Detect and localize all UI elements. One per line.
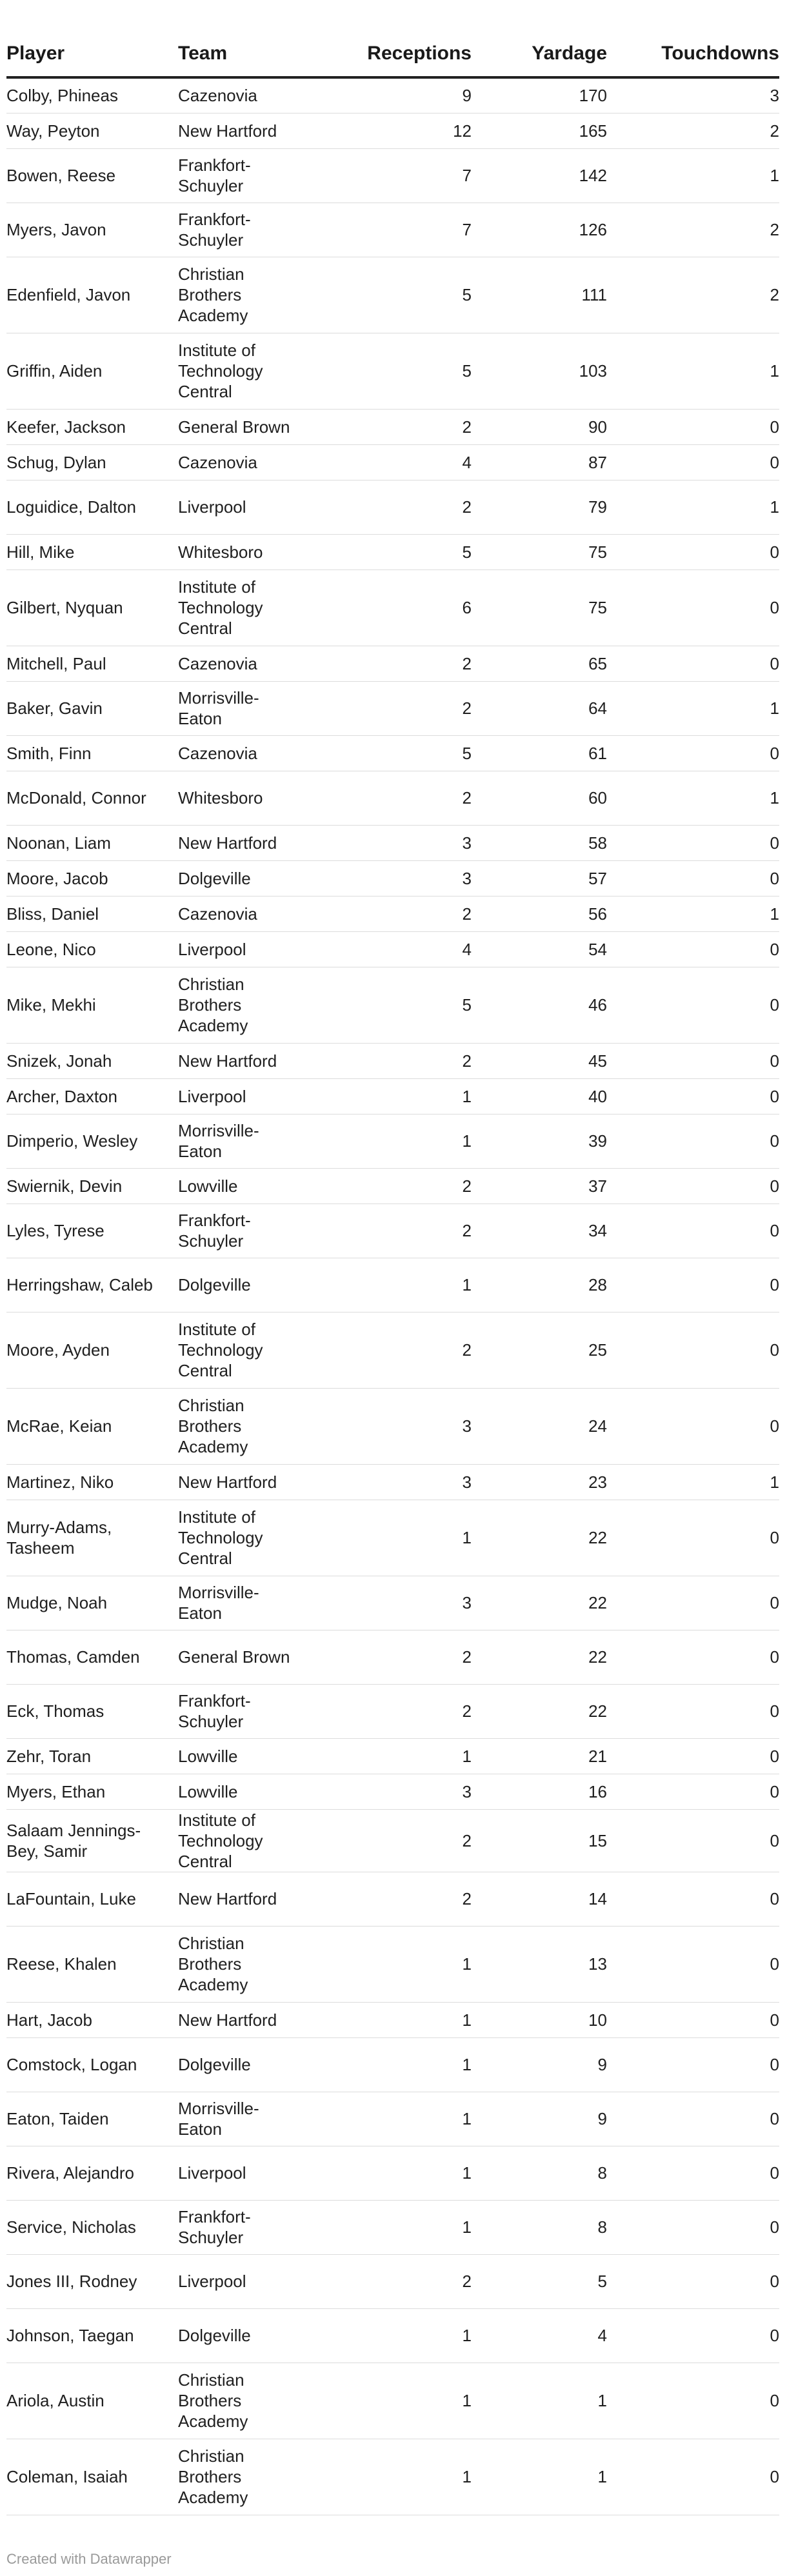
cell-player: Way, Peyton <box>6 113 178 148</box>
cell-touchdowns: 0 <box>607 1204 779 1258</box>
cell-yardage: 16 <box>472 1774 607 1809</box>
cell-touchdowns: 0 <box>607 444 779 480</box>
cell-team: New Hartford <box>178 113 311 148</box>
cell-touchdowns: 1 <box>607 1464 779 1500</box>
cell-team: Christian Brothers Academy <box>178 1388 311 1464</box>
table-row <box>6 77 779 113</box>
table-row <box>6 2037 779 2092</box>
cell-yardage: 165 <box>472 113 607 148</box>
cell-receptions: 4 <box>311 444 472 480</box>
table-row <box>6 735 779 771</box>
cell-touchdowns: 0 <box>607 646 779 681</box>
cell-touchdowns: 0 <box>607 2254 779 2308</box>
cell-touchdowns: 0 <box>607 1576 779 1630</box>
cell-receptions: 5 <box>311 967 472 1043</box>
cell-receptions: 3 <box>311 860 472 896</box>
table-row <box>6 480 779 534</box>
cell-receptions: 3 <box>311 1464 472 1500</box>
cell-team: Institute of Technology Central <box>178 1500 311 1576</box>
cell-team: Lowville <box>178 1738 311 1774</box>
cell-yardage: 8 <box>472 2146 607 2200</box>
cell-receptions: 1 <box>311 2092 472 2146</box>
cell-team: Whitesboro <box>178 771 311 825</box>
cell-touchdowns: 0 <box>607 1388 779 1464</box>
cell-team: New Hartford <box>178 2002 311 2037</box>
cell-receptions: 9 <box>311 77 472 113</box>
cell-player: Bliss, Daniel <box>6 896 178 931</box>
cell-yardage: 28 <box>472 1258 607 1312</box>
cell-player: Mitchell, Paul <box>6 646 178 681</box>
table-row <box>6 1872 779 1926</box>
cell-yardage: 25 <box>472 1312 607 1388</box>
cell-player: Swiernik, Devin <box>6 1168 178 1204</box>
cell-receptions: 7 <box>311 203 472 257</box>
cell-touchdowns: 0 <box>607 1043 779 1078</box>
cell-yardage: 10 <box>472 2002 607 2037</box>
cell-receptions: 2 <box>311 1043 472 1078</box>
cell-receptions: 2 <box>311 646 472 681</box>
table-row <box>6 257 779 333</box>
cell-receptions: 1 <box>311 1258 472 1312</box>
cell-yardage: 79 <box>472 480 607 534</box>
cell-yardage: 57 <box>472 860 607 896</box>
table-row <box>6 860 779 896</box>
cell-player: Baker, Gavin <box>6 681 178 735</box>
cell-team: Institute of Technology Central <box>178 333 311 409</box>
cell-receptions: 5 <box>311 257 472 333</box>
datawrapper-credit[interactable]: Created with Datawrapper <box>6 2551 172 2567</box>
cell-touchdowns: 0 <box>607 1258 779 1312</box>
table-body <box>6 77 779 2515</box>
table-row <box>6 2439 779 2515</box>
cell-player: Coleman, Isaiah <box>6 2439 178 2515</box>
cell-receptions: 1 <box>311 2308 472 2363</box>
cell-touchdowns: 2 <box>607 257 779 333</box>
cell-receptions: 3 <box>311 1576 472 1630</box>
cell-touchdowns: 1 <box>607 896 779 931</box>
cell-touchdowns: 0 <box>607 931 779 967</box>
cell-yardage: 75 <box>472 570 607 646</box>
cell-player: Gilbert, Nyquan <box>6 570 178 646</box>
table-row <box>6 2200 779 2254</box>
cell-yardage: 22 <box>472 1630 607 1684</box>
cell-touchdowns: 0 <box>607 1926 779 2002</box>
cell-team: Dolgeville <box>178 2037 311 2092</box>
cell-receptions: 2 <box>311 1630 472 1684</box>
cell-touchdowns: 0 <box>607 825 779 860</box>
cell-player: Hill, Mike <box>6 534 178 570</box>
cell-receptions: 3 <box>311 1388 472 1464</box>
cell-touchdowns: 0 <box>607 2439 779 2515</box>
cell-team: Christian Brothers Academy <box>178 257 311 333</box>
cell-receptions: 2 <box>311 1204 472 1258</box>
cell-player: Griffin, Aiden <box>6 333 178 409</box>
cell-receptions: 2 <box>311 771 472 825</box>
column-header-touchdowns[interactable]: Touchdowns <box>607 0 779 77</box>
cell-yardage: 13 <box>472 1926 607 2002</box>
cell-touchdowns: 0 <box>607 409 779 444</box>
cell-player: Edenfield, Javon <box>6 257 178 333</box>
cell-touchdowns: 2 <box>607 113 779 148</box>
cell-receptions: 1 <box>311 2200 472 2254</box>
table-row <box>6 646 779 681</box>
table-row <box>6 1043 779 1078</box>
cell-player: Reese, Khalen <box>6 1926 178 2002</box>
cell-receptions: 12 <box>311 113 472 148</box>
cell-player: Zehr, Toran <box>6 1738 178 1774</box>
cell-touchdowns: 0 <box>607 1114 779 1168</box>
table-header-row <box>6 0 779 77</box>
table-row <box>6 203 779 257</box>
cell-player: Dimperio, Wesley <box>6 1114 178 1168</box>
cell-yardage: 56 <box>472 896 607 931</box>
cell-receptions: 1 <box>311 1114 472 1168</box>
table-row <box>6 1168 779 1204</box>
cell-team: Institute of Technology Central <box>178 570 311 646</box>
table-row <box>6 1630 779 1684</box>
cell-team: Liverpool <box>178 2254 311 2308</box>
receiving-stats-table <box>6 0 779 2515</box>
cell-yardage: 60 <box>472 771 607 825</box>
cell-yardage: 5 <box>472 2254 607 2308</box>
table-row <box>6 2146 779 2200</box>
cell-touchdowns: 1 <box>607 681 779 735</box>
cell-touchdowns: 0 <box>607 2002 779 2037</box>
cell-player: Smith, Finn <box>6 735 178 771</box>
cell-yardage: 22 <box>472 1500 607 1576</box>
cell-team: Lowville <box>178 1774 311 1809</box>
cell-receptions: 7 <box>311 148 472 203</box>
cell-yardage: 142 <box>472 148 607 203</box>
cell-player: Comstock, Logan <box>6 2037 178 2092</box>
cell-receptions: 1 <box>311 2146 472 2200</box>
cell-player: Moore, Ayden <box>6 1312 178 1388</box>
cell-yardage: 9 <box>472 2037 607 2092</box>
table-row <box>6 896 779 931</box>
cell-team: Dolgeville <box>178 1258 311 1312</box>
cell-player: Mudge, Noah <box>6 1576 178 1630</box>
cell-receptions: 1 <box>311 1078 472 1114</box>
table-row <box>6 681 779 735</box>
cell-receptions: 2 <box>311 1809 472 1872</box>
cell-player: Bowen, Reese <box>6 148 178 203</box>
table-row <box>6 534 779 570</box>
cell-touchdowns: 0 <box>607 2037 779 2092</box>
column-header-yardage[interactable]: Yardage <box>472 0 607 77</box>
table-row <box>6 1312 779 1388</box>
table-row <box>6 1464 779 1500</box>
cell-player: Myers, Ethan <box>6 1774 178 1809</box>
cell-team: New Hartford <box>178 825 311 860</box>
table-row <box>6 1774 779 1809</box>
cell-team: Cazenovia <box>178 444 311 480</box>
cell-yardage: 22 <box>472 1684 607 1738</box>
cell-team: Morrisville-Eaton <box>178 1114 311 1168</box>
cell-receptions: 1 <box>311 1738 472 1774</box>
cell-receptions: 1 <box>311 1500 472 1576</box>
column-header-receptions[interactable]: Receptions <box>311 0 472 77</box>
cell-yardage: 37 <box>472 1168 607 1204</box>
cell-touchdowns: 0 <box>607 1774 779 1809</box>
cell-receptions: 5 <box>311 534 472 570</box>
cell-touchdowns: 0 <box>607 1312 779 1388</box>
cell-player: Moore, Jacob <box>6 860 178 896</box>
cell-touchdowns: 0 <box>607 1168 779 1204</box>
table-row <box>6 1684 779 1738</box>
cell-receptions: 2 <box>311 1312 472 1388</box>
cell-touchdowns: 0 <box>607 967 779 1043</box>
cell-touchdowns: 0 <box>607 2363 779 2439</box>
cell-yardage: 9 <box>472 2092 607 2146</box>
cell-yardage: 46 <box>472 967 607 1043</box>
cell-team: Cazenovia <box>178 896 311 931</box>
table-row <box>6 1738 779 1774</box>
cell-yardage: 1 <box>472 2363 607 2439</box>
cell-touchdowns: 1 <box>607 771 779 825</box>
cell-yardage: 170 <box>472 77 607 113</box>
cell-yardage: 40 <box>472 1078 607 1114</box>
cell-touchdowns: 1 <box>607 148 779 203</box>
cell-team: New Hartford <box>178 1464 311 1500</box>
cell-receptions: 1 <box>311 2002 472 2037</box>
cell-touchdowns: 1 <box>607 480 779 534</box>
cell-player: Rivera, Alejandro <box>6 2146 178 2200</box>
column-header-team[interactable]: Team <box>178 0 311 77</box>
cell-team: Frankfort-Schuyler <box>178 148 311 203</box>
table-row <box>6 570 779 646</box>
cell-receptions: 2 <box>311 480 472 534</box>
cell-yardage: 24 <box>472 1388 607 1464</box>
cell-team: Institute of Technology Central <box>178 1809 311 1872</box>
cell-player: Myers, Javon <box>6 203 178 257</box>
cell-team: Christian Brothers Academy <box>178 1926 311 2002</box>
cell-yardage: 64 <box>472 681 607 735</box>
cell-touchdowns: 0 <box>607 1809 779 1872</box>
cell-receptions: 2 <box>311 1872 472 1926</box>
cell-touchdowns: 0 <box>607 534 779 570</box>
cell-touchdowns: 0 <box>607 1738 779 1774</box>
table-row <box>6 409 779 444</box>
table-row <box>6 771 779 825</box>
cell-player: Snizek, Jonah <box>6 1043 178 1078</box>
cell-receptions: 1 <box>311 2363 472 2439</box>
cell-yardage: 21 <box>472 1738 607 1774</box>
cell-team: Christian Brothers Academy <box>178 2439 311 2515</box>
cell-yardage: 87 <box>472 444 607 480</box>
cell-team: New Hartford <box>178 1043 311 1078</box>
table-row <box>6 1078 779 1114</box>
cell-team: Liverpool <box>178 2146 311 2200</box>
cell-yardage: 45 <box>472 1043 607 1078</box>
cell-team: Frankfort-Schuyler <box>178 1204 311 1258</box>
table-row <box>6 1926 779 2002</box>
table-row <box>6 1576 779 1630</box>
cell-receptions: 3 <box>311 825 472 860</box>
cell-touchdowns: 0 <box>607 2146 779 2200</box>
cell-touchdowns: 0 <box>607 1078 779 1114</box>
cell-player: Keefer, Jackson <box>6 409 178 444</box>
table-row <box>6 1388 779 1464</box>
cell-receptions: 2 <box>311 896 472 931</box>
table-row <box>6 1500 779 1576</box>
cell-team: Cazenovia <box>178 77 311 113</box>
cell-yardage: 103 <box>472 333 607 409</box>
table-row <box>6 1809 779 1872</box>
cell-team: Frankfort-Schuyler <box>178 1684 311 1738</box>
cell-player: Archer, Daxton <box>6 1078 178 1114</box>
cell-yardage: 1 <box>472 2439 607 2515</box>
cell-receptions: 2 <box>311 681 472 735</box>
cell-team: Morrisville-Eaton <box>178 2092 311 2146</box>
cell-touchdowns: 0 <box>607 1630 779 1684</box>
table-row <box>6 444 779 480</box>
cell-receptions: 2 <box>311 2254 472 2308</box>
column-header-player[interactable]: Player <box>6 0 178 77</box>
cell-player: Hart, Jacob <box>6 2002 178 2037</box>
table-row <box>6 1258 779 1312</box>
cell-player: Leone, Nico <box>6 931 178 967</box>
cell-player: Mike, Mekhi <box>6 967 178 1043</box>
table-row <box>6 333 779 409</box>
table-row <box>6 931 779 967</box>
cell-touchdowns: 0 <box>607 1684 779 1738</box>
table-row <box>6 2308 779 2363</box>
cell-yardage: 39 <box>472 1114 607 1168</box>
cell-team: Cazenovia <box>178 735 311 771</box>
cell-yardage: 61 <box>472 735 607 771</box>
cell-yardage: 22 <box>472 1576 607 1630</box>
cell-player: Johnson, Taegan <box>6 2308 178 2363</box>
cell-yardage: 8 <box>472 2200 607 2254</box>
cell-touchdowns: 0 <box>607 2092 779 2146</box>
cell-yardage: 23 <box>472 1464 607 1500</box>
cell-player: Martinez, Niko <box>6 1464 178 1500</box>
cell-player: Schug, Dylan <box>6 444 178 480</box>
cell-yardage: 126 <box>472 203 607 257</box>
cell-team: New Hartford <box>178 1872 311 1926</box>
cell-team: Lowville <box>178 1168 311 1204</box>
table-row <box>6 2254 779 2308</box>
cell-player: LaFountain, Luke <box>6 1872 178 1926</box>
cell-yardage: 4 <box>472 2308 607 2363</box>
cell-player: Noonan, Liam <box>6 825 178 860</box>
cell-player: Service, Nicholas <box>6 2200 178 2254</box>
table-row <box>6 2002 779 2037</box>
cell-team: Frankfort-Schuyler <box>178 2200 311 2254</box>
cell-yardage: 34 <box>472 1204 607 1258</box>
cell-receptions: 2 <box>311 1684 472 1738</box>
cell-player: Herringshaw, Caleb <box>6 1258 178 1312</box>
cell-team: Christian Brothers Academy <box>178 2363 311 2439</box>
cell-touchdowns: 3 <box>607 77 779 113</box>
cell-team: Frankfort-Schuyler <box>178 203 311 257</box>
cell-touchdowns: 0 <box>607 735 779 771</box>
cell-team: General Brown <box>178 409 311 444</box>
cell-team: Liverpool <box>178 931 311 967</box>
cell-yardage: 54 <box>472 931 607 967</box>
cell-player: Salaam Jennings-Bey, Samir <box>6 1809 178 1872</box>
cell-touchdowns: 0 <box>607 2308 779 2363</box>
cell-yardage: 111 <box>472 257 607 333</box>
cell-yardage: 65 <box>472 646 607 681</box>
cell-team: Liverpool <box>178 480 311 534</box>
cell-team: Cazenovia <box>178 646 311 681</box>
cell-player: Lyles, Tyrese <box>6 1204 178 1258</box>
cell-player: McDonald, Connor <box>6 771 178 825</box>
cell-team: Dolgeville <box>178 2308 311 2363</box>
cell-receptions: 2 <box>311 409 472 444</box>
cell-receptions: 5 <box>311 735 472 771</box>
cell-player: Loguidice, Dalton <box>6 480 178 534</box>
table-row <box>6 825 779 860</box>
table-row <box>6 967 779 1043</box>
cell-touchdowns: 0 <box>607 1872 779 1926</box>
cell-yardage: 90 <box>472 409 607 444</box>
cell-touchdowns: 0 <box>607 570 779 646</box>
table-row <box>6 2092 779 2146</box>
cell-yardage: 15 <box>472 1809 607 1872</box>
cell-receptions: 2 <box>311 1168 472 1204</box>
cell-touchdowns: 1 <box>607 333 779 409</box>
cell-team: Morrisville-Eaton <box>178 1576 311 1630</box>
table-row <box>6 148 779 203</box>
cell-receptions: 1 <box>311 2037 472 2092</box>
cell-touchdowns: 0 <box>607 2200 779 2254</box>
table-row <box>6 1204 779 1258</box>
cell-touchdowns: 2 <box>607 203 779 257</box>
cell-receptions: 4 <box>311 931 472 967</box>
cell-yardage: 14 <box>472 1872 607 1926</box>
cell-receptions: 6 <box>311 570 472 646</box>
cell-touchdowns: 0 <box>607 1500 779 1576</box>
table-row <box>6 1114 779 1168</box>
cell-player: Thomas, Camden <box>6 1630 178 1684</box>
cell-player: Jones III, Rodney <box>6 2254 178 2308</box>
cell-receptions: 1 <box>311 2439 472 2515</box>
cell-player: Eck, Thomas <box>6 1684 178 1738</box>
cell-receptions: 1 <box>311 1926 472 2002</box>
cell-player: McRae, Keian <box>6 1388 178 1464</box>
cell-player: Colby, Phineas <box>6 77 178 113</box>
cell-yardage: 75 <box>472 534 607 570</box>
cell-player: Murry-Adams, Tasheem <box>6 1500 178 1576</box>
cell-team: Christian Brothers Academy <box>178 967 311 1043</box>
stats-table-container <box>6 0 779 2515</box>
cell-team: Whitesboro <box>178 534 311 570</box>
cell-receptions: 5 <box>311 333 472 409</box>
cell-team: Institute of Technology Central <box>178 1312 311 1388</box>
table-row <box>6 113 779 148</box>
cell-team: Liverpool <box>178 1078 311 1114</box>
cell-team: Dolgeville <box>178 860 311 896</box>
cell-yardage: 58 <box>472 825 607 860</box>
cell-player: Eaton, Taiden <box>6 2092 178 2146</box>
table-row <box>6 2363 779 2439</box>
cell-touchdowns: 0 <box>607 860 779 896</box>
cell-player: Ariola, Austin <box>6 2363 178 2439</box>
cell-receptions: 3 <box>311 1774 472 1809</box>
cell-team: General Brown <box>178 1630 311 1684</box>
cell-team: Morrisville-Eaton <box>178 681 311 735</box>
